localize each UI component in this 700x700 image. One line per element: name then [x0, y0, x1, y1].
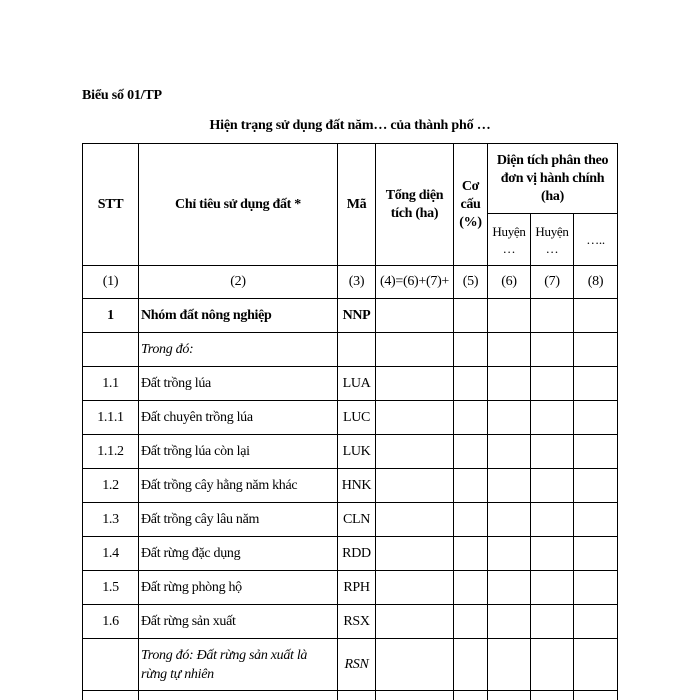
- row-code: CLN: [338, 503, 376, 537]
- cell-district-2: [531, 537, 574, 571]
- cell-more: [574, 503, 618, 537]
- row-code: [338, 333, 376, 367]
- cell-empty: [376, 691, 454, 700]
- cell-empty: [338, 691, 376, 700]
- row-stt: 1.4: [83, 537, 139, 571]
- cell-structure: [454, 503, 488, 537]
- row-indicator: Đất trồng lúa còn lại: [139, 435, 338, 469]
- cell-total-area: [376, 435, 454, 469]
- row-stt: 1.2: [83, 469, 139, 503]
- cell-district-1: [488, 299, 531, 333]
- cell-structure: [454, 367, 488, 401]
- header-area-by-unit: Diện tích phân theo đơn vị hành chính (ha): [488, 144, 618, 214]
- cell-empty: [531, 691, 574, 700]
- column-number: (8): [574, 266, 618, 299]
- cell-structure: [454, 299, 488, 333]
- header-total-area: Tổng diện tích (ha): [376, 144, 454, 266]
- cell-district-2: [531, 469, 574, 503]
- cell-district-1: [488, 401, 531, 435]
- row-code: HNK: [338, 469, 376, 503]
- table-row: [83, 571, 618, 605]
- cell-district-2: [531, 435, 574, 469]
- cell-district-2: [531, 571, 574, 605]
- cell-more: [574, 299, 618, 333]
- header-more: …..: [574, 214, 618, 266]
- cell-empty: [139, 691, 338, 700]
- cell-structure: [454, 605, 488, 639]
- cell-empty: [454, 691, 488, 700]
- column-number: (4)=(6)+(7)+: [376, 266, 454, 299]
- header-indicator: Chỉ tiêu sử dụng đất *: [139, 144, 338, 266]
- cell-total-area: [376, 367, 454, 401]
- cell-district-1: [488, 503, 531, 537]
- cell-total-area: [376, 639, 454, 691]
- row-code: RPH: [338, 571, 376, 605]
- row-stt: 1.5: [83, 571, 139, 605]
- cell-more: [574, 367, 618, 401]
- cell-structure: [454, 401, 488, 435]
- cell-district-2: [531, 639, 574, 691]
- table-row: [83, 605, 618, 639]
- cell-structure: [454, 469, 488, 503]
- header-code: Mã: [338, 144, 376, 266]
- cell-district-2: [531, 401, 574, 435]
- document-title: Hiện trạng sử dụng đất năm… của thành phố …: [209, 118, 491, 133]
- row-indicator: Đất trồng lúa: [139, 367, 338, 401]
- cell-total-area: [376, 503, 454, 537]
- row-code: RSN: [338, 639, 376, 691]
- header-stt: STT: [83, 144, 139, 266]
- table-row: [83, 299, 618, 333]
- cell-structure: [454, 571, 488, 605]
- table-row: [83, 333, 618, 367]
- cell-more: [574, 605, 618, 639]
- cell-total-area: [376, 571, 454, 605]
- row-indicator: Nhóm đất nông nghiệp: [139, 299, 338, 333]
- cell-more: [574, 401, 618, 435]
- table-row: [83, 537, 618, 571]
- row-stt: 1.1.2: [83, 435, 139, 469]
- cell-district-1: [488, 605, 531, 639]
- cell-district-1: [488, 435, 531, 469]
- cell-total-area: [376, 333, 454, 367]
- cell-district-2: [531, 605, 574, 639]
- row-indicator: Đất rừng đặc dụng: [139, 537, 338, 571]
- cell-structure: [454, 435, 488, 469]
- cell-district-1: [488, 537, 531, 571]
- row-stt: 1.6: [83, 605, 139, 639]
- column-number: (7): [531, 266, 574, 299]
- row-code: LUK: [338, 435, 376, 469]
- row-code: RSX: [338, 605, 376, 639]
- column-number: (5): [454, 266, 488, 299]
- column-number: (6): [488, 266, 531, 299]
- cell-structure: [454, 639, 488, 691]
- row-code: LUC: [338, 401, 376, 435]
- row-indicator: Trong đó: Đất rừng sản xuất là rừng tự nhiên: [139, 639, 338, 691]
- cell-total-area: [376, 605, 454, 639]
- cell-more: [574, 537, 618, 571]
- cell-district-2: [531, 503, 574, 537]
- land-use-table: [82, 143, 618, 700]
- cell-more: [574, 333, 618, 367]
- cell-total-area: [376, 401, 454, 435]
- cell-total-area: [376, 299, 454, 333]
- table-row: [83, 469, 618, 503]
- table-row: [83, 639, 618, 691]
- cell-empty: [488, 691, 531, 700]
- cell-more: [574, 435, 618, 469]
- cell-structure: [454, 537, 488, 571]
- row-indicator: Đất trồng cây lâu năm: [139, 503, 338, 537]
- cell-total-area: [376, 537, 454, 571]
- column-number: (2): [139, 266, 338, 299]
- cell-district-2: [531, 333, 574, 367]
- header-district-2: Huyện …: [531, 214, 574, 266]
- cell-district-1: [488, 367, 531, 401]
- row-stt: [83, 639, 139, 691]
- row-stt: 1.1.1: [83, 401, 139, 435]
- cell-district-2: [531, 367, 574, 401]
- row-indicator: Đất rừng sản xuất: [139, 605, 338, 639]
- cell-district-1: [488, 571, 531, 605]
- row-code: RDD: [338, 537, 376, 571]
- cell-district-2: [531, 299, 574, 333]
- row-stt: 1.3: [83, 503, 139, 537]
- row-indicator: Đất chuyên trồng lúa: [139, 401, 338, 435]
- column-number: (1): [83, 266, 139, 299]
- row-stt: 1.1: [83, 367, 139, 401]
- column-number-row: [83, 266, 618, 299]
- row-stt: [83, 333, 139, 367]
- row-stt: 1: [83, 299, 139, 333]
- table-row: [83, 401, 618, 435]
- cell-empty: [574, 691, 618, 700]
- row-indicator: Đất trồng cây hằng năm khác: [139, 469, 338, 503]
- cell-empty: [83, 691, 139, 700]
- header-structure: Cơ cấu (%): [454, 144, 488, 266]
- row-code: NNP: [338, 299, 376, 333]
- table-row: [83, 691, 618, 700]
- cell-district-1: [488, 333, 531, 367]
- row-indicator: Đất rừng phòng hộ: [139, 571, 338, 605]
- table-row: [83, 367, 618, 401]
- cell-more: [574, 639, 618, 691]
- column-number: (3): [338, 266, 376, 299]
- cell-district-1: [488, 469, 531, 503]
- cell-more: [574, 469, 618, 503]
- row-indicator: Trong đó:: [139, 333, 338, 367]
- table-row: [83, 435, 618, 469]
- table-row: [83, 503, 618, 537]
- header-district-1: Huyện …: [488, 214, 531, 266]
- cell-structure: [454, 333, 488, 367]
- cell-district-1: [488, 639, 531, 691]
- cell-more: [574, 571, 618, 605]
- row-code: LUA: [338, 367, 376, 401]
- cell-total-area: [376, 469, 454, 503]
- form-code: Biểu số 01/TP: [82, 88, 162, 103]
